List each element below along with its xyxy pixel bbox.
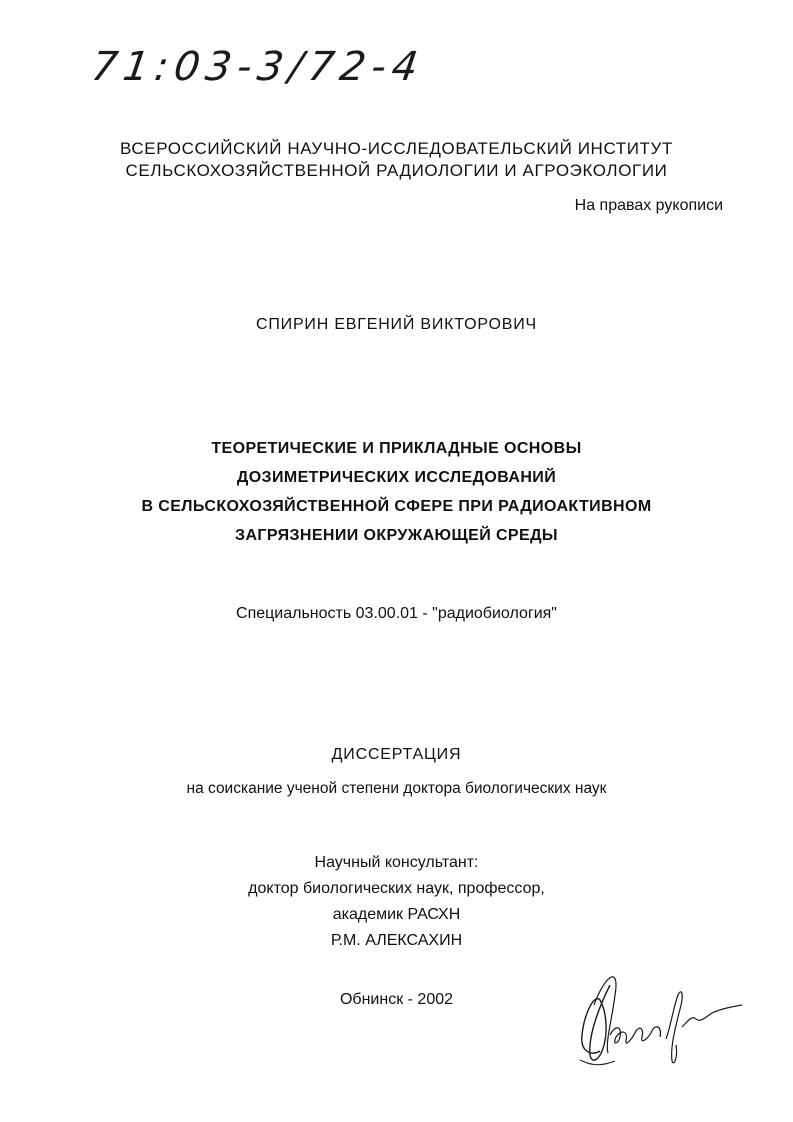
- document-type: ДИССЕРТАЦИЯ: [331, 746, 462, 763]
- scientific-consultant: [0, 850, 793, 954]
- consultant-line-2: доктор биологических наук, профессор,: [248, 880, 545, 897]
- institute-line-2: СЕЛЬСКОХОЗЯЙСТВЕННОЙ РАДИОЛОГИИ И АГРОЭКОЛОГИИ: [125, 161, 668, 180]
- consultant-line-1: Научный консультант:: [314, 854, 479, 871]
- institute-name: [0, 138, 793, 182]
- dissertation-title: [0, 434, 793, 550]
- author-name: СПИРИН ЕВГЕНИЙ ВИКТОРОВИЧ: [256, 316, 537, 333]
- institute-line-1: ВСЕРОССИЙСКИЙ НАУЧНО-ИССЛЕДОВАТЕЛЬСКИЙ ИНСТИТУТ: [120, 139, 673, 158]
- consultant-line-4: Р.М. АЛЕКСАХИН: [330, 932, 463, 949]
- archive-code: 71:03-3/72-4: [88, 44, 427, 90]
- title-line-2: ДОЗИМЕТРИЧЕСКИХ ИССЛЕДОВАНИЙ: [236, 469, 557, 486]
- specialty: Специальность 03.00.01 - "радиобиология": [236, 605, 557, 622]
- title-line-1: ТЕОРЕТИЧЕСКИЕ И ПРИКЛАДНЫЕ ОСНОВЫ: [211, 440, 582, 457]
- rights-note: На правах рукописи: [574, 197, 723, 214]
- degree-statement: на соискание ученой степени доктора биологических наук: [186, 780, 607, 797]
- title-line-3: В СЕЛЬСКОХОЗЯЙСТВЕННОЙ СФЕРЕ ПРИ РАДИОАКТИВНОМ: [141, 498, 652, 515]
- handwritten-signature-icon: [570, 965, 750, 1075]
- consultant-line-3: академик РАСХН: [332, 906, 461, 923]
- title-line-4: ЗАГРЯЗНЕНИИ ОКРУЖАЮЩЕЙ СРЕДЫ: [235, 527, 558, 544]
- city-year: Обнинск - 2002: [339, 991, 454, 1008]
